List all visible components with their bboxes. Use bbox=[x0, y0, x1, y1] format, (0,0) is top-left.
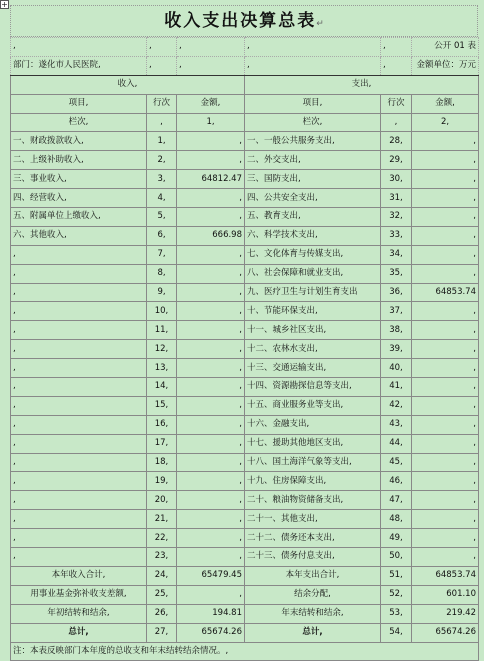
income-amount-cell: , bbox=[177, 151, 245, 170]
income-item-cell: , bbox=[11, 472, 147, 491]
income-item-cell: , bbox=[11, 548, 147, 567]
expense-item-cell: 二十二、债务还本支出, bbox=[245, 529, 381, 548]
income-item-cell: , bbox=[11, 302, 147, 321]
expense-item-cell: 总计, bbox=[245, 623, 381, 642]
income-amount-cell: , bbox=[177, 491, 245, 510]
income-item-cell: 一、财政拨款收入, bbox=[11, 132, 147, 151]
income-amount-cell: , bbox=[177, 453, 245, 472]
expense-amount-cell: , bbox=[412, 396, 479, 415]
cell: , bbox=[381, 38, 412, 57]
income-item-cell: , bbox=[11, 340, 147, 359]
income-amount-cell: , bbox=[177, 415, 245, 434]
income-item-cell: , bbox=[11, 510, 147, 529]
expense-rowno-cell: 37, bbox=[381, 302, 412, 321]
income-rowno-cell: 3, bbox=[147, 170, 177, 189]
table-row bbox=[11, 340, 479, 359]
income-item-cell: , bbox=[11, 453, 147, 472]
income-rowno-cell: 20, bbox=[147, 491, 177, 510]
expense-rowno-cell: 53, bbox=[381, 604, 412, 623]
cell: , bbox=[147, 38, 177, 57]
income-item-cell: 总计, bbox=[11, 623, 147, 642]
unit-label: 金额单位：万元 bbox=[412, 56, 479, 75]
form-number: 公开 01 表 bbox=[412, 38, 479, 57]
income-item-cell: , bbox=[11, 529, 147, 548]
expense-amount-cell: , bbox=[412, 529, 479, 548]
income-rowno-cell: 1, bbox=[147, 132, 177, 151]
expense-rowno-cell: 54, bbox=[381, 623, 412, 642]
expense-item-cell: 十七、援助其他地区支出, bbox=[245, 434, 381, 453]
expense-item-cell: 十五、商业服务业等支出, bbox=[245, 396, 381, 415]
income-item-cell: 三、事业收入, bbox=[11, 170, 147, 189]
expense-rowno-cell: 38, bbox=[381, 321, 412, 340]
income-amount-cell: , bbox=[177, 359, 245, 378]
income-rowno-cell: 10, bbox=[147, 302, 177, 321]
cell: , bbox=[381, 56, 412, 75]
income-item-cell: 用事业基金弥补收支差额, bbox=[11, 585, 147, 604]
expense-item-cell: 七、文化体育与传媒支出, bbox=[245, 245, 381, 264]
income-rowno-cell: 7, bbox=[147, 245, 177, 264]
expense-item-cell: 年末结转和结余, bbox=[245, 604, 381, 623]
expense-rowno-cell: 50, bbox=[381, 548, 412, 567]
expense-amount-cell: , bbox=[412, 359, 479, 378]
expense-item-cell: 六、科学技术支出, bbox=[245, 226, 381, 245]
expense-rowno-cell: 35, bbox=[381, 264, 412, 283]
income-item-cell: , bbox=[11, 283, 147, 302]
income-amount-cell: , bbox=[177, 585, 245, 604]
table-row bbox=[11, 529, 479, 548]
income-amount-cell: , bbox=[177, 245, 245, 264]
table-row bbox=[11, 189, 479, 208]
income-rowno-cell: 5, bbox=[147, 208, 177, 227]
table-row bbox=[11, 151, 479, 170]
expense-rowno-cell: 44, bbox=[381, 434, 412, 453]
table-row bbox=[11, 226, 479, 245]
expense-rowno-cell: 31, bbox=[381, 189, 412, 208]
table-move-handle-icon[interactable]: + bbox=[1, 0, 8, 9]
expense-amount-cell: , bbox=[412, 151, 479, 170]
income-amount-cell: , bbox=[177, 264, 245, 283]
income-amount-cell: , bbox=[177, 302, 245, 321]
table-row bbox=[11, 566, 479, 585]
paragraph-mark-icon: ↵ bbox=[316, 19, 324, 29]
income-rowno-header: 行次 bbox=[147, 94, 177, 113]
budget-table bbox=[10, 37, 479, 661]
expense-rowno-cell: 39, bbox=[381, 340, 412, 359]
table-row bbox=[11, 434, 479, 453]
income-rowno-cell: 21, bbox=[147, 510, 177, 529]
expense-item-cell: 八、社会保障和就业支出, bbox=[245, 264, 381, 283]
income-rowno-cell: 17, bbox=[147, 434, 177, 453]
income-amount-cell: , bbox=[177, 321, 245, 340]
expense-amount-cell: , bbox=[412, 510, 479, 529]
expense-amount-cell: , bbox=[412, 472, 479, 491]
table-row bbox=[11, 132, 479, 151]
expense-amount-cell: , bbox=[412, 491, 479, 510]
income-amount-cell: , bbox=[177, 548, 245, 567]
expense-amount-cell: , bbox=[412, 208, 479, 227]
expense-item-cell: 十二、农林水支出, bbox=[245, 340, 381, 359]
income-item-cell: , bbox=[11, 434, 147, 453]
expense-rowno-cell: 51, bbox=[381, 566, 412, 585]
income-rowno-cell: 16, bbox=[147, 415, 177, 434]
table-row bbox=[11, 321, 479, 340]
index-left-label: 栏次, bbox=[11, 113, 147, 132]
column-header-row bbox=[11, 94, 479, 113]
income-item-header: 项目, bbox=[11, 94, 147, 113]
expense-item-cell: 二十一、其他支出, bbox=[245, 510, 381, 529]
footnote: 注：本表反映部门本年度的总收支和年末结转结余情况。, bbox=[11, 642, 479, 661]
department-label: 部门：遂化市人民医院, bbox=[11, 56, 147, 75]
note-row bbox=[11, 642, 479, 661]
expense-amount-cell: , bbox=[412, 340, 479, 359]
expense-item-cell: 十一、城乡社区支出, bbox=[245, 321, 381, 340]
table-row bbox=[11, 378, 479, 397]
expense-item-cell: 一、一般公共服务支出, bbox=[245, 132, 381, 151]
income-amount-cell: , bbox=[177, 189, 245, 208]
page-title: 收入支出决算总表 bbox=[164, 11, 317, 31]
income-item-cell: , bbox=[11, 415, 147, 434]
income-item-cell: 二、上级补助收入, bbox=[11, 151, 147, 170]
table-row bbox=[11, 302, 479, 321]
income-rowno-cell: 2, bbox=[147, 151, 177, 170]
expense-amount-cell: , bbox=[412, 321, 479, 340]
expense-rowno-cell: 29, bbox=[381, 151, 412, 170]
income-item-cell: 六、其他收入, bbox=[11, 226, 147, 245]
index-left-col: 1, bbox=[177, 113, 245, 132]
income-amount-cell: 666.98 bbox=[177, 226, 245, 245]
cell: , bbox=[11, 38, 147, 57]
income-rowno-cell: 18, bbox=[147, 453, 177, 472]
expense-amount-cell: 601.10 bbox=[412, 585, 479, 604]
income-item-cell: 五、附属单位上缴收入, bbox=[11, 208, 147, 227]
table-row bbox=[11, 283, 479, 302]
expense-rowno-cell: 32, bbox=[381, 208, 412, 227]
expense-rowno-cell: 34, bbox=[381, 245, 412, 264]
income-item-cell: 本年收入合计, bbox=[11, 566, 147, 585]
index-left-mark: , bbox=[147, 113, 177, 132]
expense-item-header: 项目, bbox=[245, 94, 381, 113]
section-header-row bbox=[11, 75, 479, 94]
expense-rowno-cell: 30, bbox=[381, 170, 412, 189]
expense-item-cell: 九、医疗卫生与计划生育支出 bbox=[245, 283, 381, 302]
income-rowno-cell: 25, bbox=[147, 585, 177, 604]
income-rowno-cell: 4, bbox=[147, 189, 177, 208]
expense-amount-cell: , bbox=[412, 264, 479, 283]
table-row bbox=[11, 548, 479, 567]
expense-amount-header: 金额, bbox=[412, 94, 479, 113]
table-row bbox=[11, 510, 479, 529]
table-row bbox=[11, 170, 479, 189]
table-row bbox=[11, 245, 479, 264]
expense-item-cell: 十、节能环保支出, bbox=[245, 302, 381, 321]
income-rowno-cell: 26, bbox=[147, 604, 177, 623]
income-rowno-cell: 23, bbox=[147, 548, 177, 567]
income-rowno-cell: 14, bbox=[147, 378, 177, 397]
income-item-cell: , bbox=[11, 396, 147, 415]
income-amount-cell: , bbox=[177, 208, 245, 227]
title-row bbox=[10, 5, 478, 37]
income-amount-cell: , bbox=[177, 132, 245, 151]
income-rowno-cell: 15, bbox=[147, 396, 177, 415]
income-rowno-cell: 8, bbox=[147, 264, 177, 283]
expense-amount-cell: , bbox=[412, 415, 479, 434]
income-amount-cell: 65479.45 bbox=[177, 566, 245, 585]
expense-amount-cell: , bbox=[412, 189, 479, 208]
income-amount-cell: , bbox=[177, 434, 245, 453]
table-row bbox=[11, 491, 479, 510]
expense-item-cell: 结余分配, bbox=[245, 585, 381, 604]
index-row bbox=[11, 113, 479, 132]
income-amount-cell: , bbox=[177, 340, 245, 359]
expense-amount-cell: 219.42 bbox=[412, 604, 479, 623]
income-rowno-cell: 11, bbox=[147, 321, 177, 340]
expense-item-cell: 二十三、债务付息支出, bbox=[245, 548, 381, 567]
expense-rowno-header: 行次 bbox=[381, 94, 412, 113]
expense-amount-cell: , bbox=[412, 453, 479, 472]
expense-rowno-cell: 48, bbox=[381, 510, 412, 529]
expense-rowno-cell: 28, bbox=[381, 132, 412, 151]
cell: , bbox=[147, 56, 177, 75]
expense-amount-cell: , bbox=[412, 132, 479, 151]
meta-row-2 bbox=[11, 56, 479, 75]
income-amount-cell: 64812.47 bbox=[177, 170, 245, 189]
income-section-header: 收入, bbox=[11, 75, 245, 94]
expense-rowno-cell: 36, bbox=[381, 283, 412, 302]
income-amount-cell: , bbox=[177, 529, 245, 548]
income-item-cell: , bbox=[11, 359, 147, 378]
expense-section-header: 支出, bbox=[245, 75, 479, 94]
expense-item-cell: 十六、金融支出, bbox=[245, 415, 381, 434]
income-rowno-cell: 9, bbox=[147, 283, 177, 302]
expense-amount-cell: , bbox=[412, 245, 479, 264]
expense-amount-cell: , bbox=[412, 378, 479, 397]
table-row bbox=[11, 472, 479, 491]
expense-item-cell: 十九、住房保障支出, bbox=[245, 472, 381, 491]
income-item-cell: , bbox=[11, 321, 147, 340]
table-row bbox=[11, 415, 479, 434]
income-rowno-cell: 27, bbox=[147, 623, 177, 642]
expense-item-cell: 本年支出合计, bbox=[245, 566, 381, 585]
table-row bbox=[11, 604, 479, 623]
income-amount-cell: 194.81 bbox=[177, 604, 245, 623]
income-rowno-cell: 12, bbox=[147, 340, 177, 359]
income-rowno-cell: 24, bbox=[147, 566, 177, 585]
income-item-cell: 四、经营收入, bbox=[11, 189, 147, 208]
expense-item-cell: 四、公共安全支出, bbox=[245, 189, 381, 208]
income-amount-header: 金额, bbox=[177, 94, 245, 113]
index-right-col: 2, bbox=[412, 113, 479, 132]
income-rowno-cell: 22, bbox=[147, 529, 177, 548]
index-right-mark: , bbox=[381, 113, 412, 132]
expense-item-cell: 五、教育支出, bbox=[245, 208, 381, 227]
income-amount-cell: , bbox=[177, 472, 245, 491]
expense-rowno-cell: 43, bbox=[381, 415, 412, 434]
expense-rowno-cell: 33, bbox=[381, 226, 412, 245]
expense-rowno-cell: 42, bbox=[381, 396, 412, 415]
table-row bbox=[11, 359, 479, 378]
income-rowno-cell: 6, bbox=[147, 226, 177, 245]
expense-rowno-cell: 52, bbox=[381, 585, 412, 604]
cell: , bbox=[245, 56, 381, 75]
expense-item-cell: 三、国防支出, bbox=[245, 170, 381, 189]
table-row bbox=[11, 453, 479, 472]
index-right-label: 栏次, bbox=[245, 113, 381, 132]
income-item-cell: , bbox=[11, 264, 147, 283]
table-row bbox=[11, 264, 479, 283]
expense-rowno-cell: 47, bbox=[381, 491, 412, 510]
expense-amount-cell: , bbox=[412, 302, 479, 321]
income-amount-cell: 65674.26 bbox=[177, 623, 245, 642]
income-item-cell: , bbox=[11, 378, 147, 397]
expense-item-cell: 十三、交通运输支出, bbox=[245, 359, 381, 378]
income-amount-cell: , bbox=[177, 283, 245, 302]
income-item-cell: , bbox=[11, 245, 147, 264]
income-amount-cell: , bbox=[177, 510, 245, 529]
expense-rowno-cell: 45, bbox=[381, 453, 412, 472]
expense-rowno-cell: 40, bbox=[381, 359, 412, 378]
meta-row-1 bbox=[11, 38, 479, 57]
cell: , bbox=[245, 38, 381, 57]
expense-amount-cell: 64853.74 bbox=[412, 283, 479, 302]
expense-amount-cell: , bbox=[412, 434, 479, 453]
expense-item-cell: 二十、粮油物资储备支出, bbox=[245, 491, 381, 510]
expense-amount-cell: , bbox=[412, 226, 479, 245]
expense-rowno-cell: 41, bbox=[381, 378, 412, 397]
income-amount-cell: , bbox=[177, 378, 245, 397]
expense-amount-cell: , bbox=[412, 170, 479, 189]
table-row bbox=[11, 396, 479, 415]
expense-amount-cell: 65674.26 bbox=[412, 623, 479, 642]
expense-rowno-cell: 49, bbox=[381, 529, 412, 548]
income-amount-cell: , bbox=[177, 396, 245, 415]
table-row bbox=[11, 208, 479, 227]
cell: , bbox=[177, 38, 245, 57]
expense-item-cell: 十四、资源勘探信息等支出, bbox=[245, 378, 381, 397]
expense-rowno-cell: 46, bbox=[381, 472, 412, 491]
expense-item-cell: 二、外交支出, bbox=[245, 151, 381, 170]
income-rowno-cell: 13, bbox=[147, 359, 177, 378]
expense-amount-cell: , bbox=[412, 548, 479, 567]
table-row bbox=[11, 585, 479, 604]
cell: , bbox=[177, 56, 245, 75]
expense-item-cell: 十八、国土海洋气象等支出, bbox=[245, 453, 381, 472]
expense-amount-cell: 64853.74 bbox=[412, 566, 479, 585]
income-item-cell: 年初结转和结余, bbox=[11, 604, 147, 623]
income-item-cell: , bbox=[11, 491, 147, 510]
income-rowno-cell: 19, bbox=[147, 472, 177, 491]
